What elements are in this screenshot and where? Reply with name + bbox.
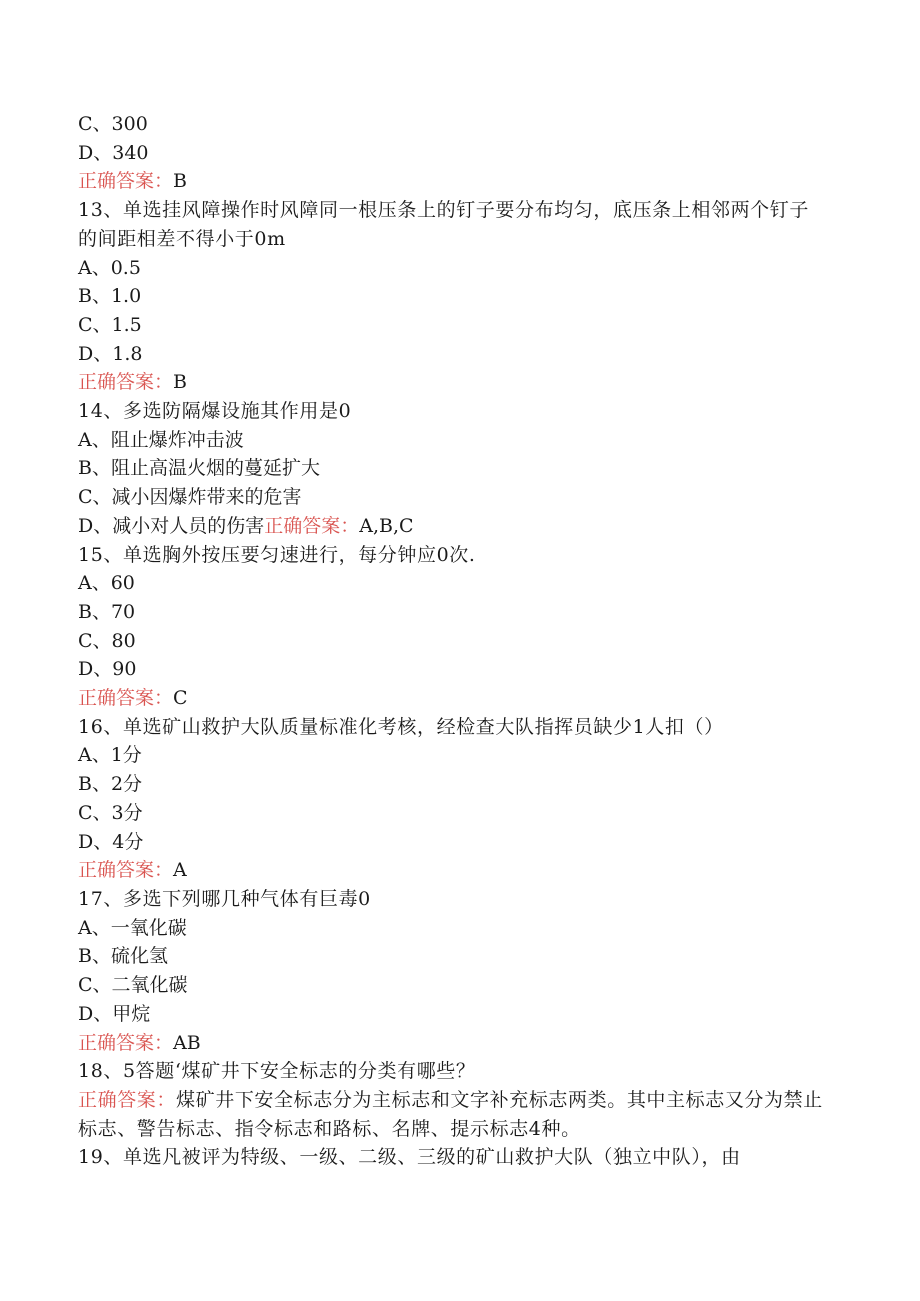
answer-option: C、3分 [78, 801, 143, 824]
question-text: 15、单选胸外按压要匀速进行，每分钟应0次. [78, 543, 476, 566]
question-text: 13、单选挂风障操作时风障同一根压条上的钉子要分布均匀，底压条上相邻两个钉子的间距相差不得小于0m [78, 199, 809, 250]
correct-answer-label: 正确答案： [78, 170, 174, 193]
question-text: 14、多选防隔爆设施其作用是0 [78, 400, 352, 423]
answer-option: B、硫化氢 [78, 945, 168, 968]
question-text: 18、5答题‘煤矿井下安全标志的分类有哪些？ [78, 1060, 476, 1083]
correct-answer-label: 正确答案： [78, 1088, 177, 1111]
question-text: 19、单选凡被评为特级、一级、二级、三级的矿山救护大队（独立中队），由 [78, 1146, 741, 1169]
correct-answer [78, 368, 828, 397]
answer-option: B、2分 [78, 773, 143, 796]
correct-answer-value: B [173, 170, 187, 193]
answer-option: C、300 [78, 113, 148, 135]
correct-answer-label: 正确答案： [264, 514, 360, 537]
correct-answer [78, 1086, 828, 1143]
correct-answer [78, 856, 828, 885]
answer-option: A、一氧化碳 [78, 916, 187, 939]
answer-option: A、0.5 [78, 256, 141, 279]
answer-option: D、减小对人员的伤害 [78, 514, 265, 537]
answer-option: D、340 [78, 141, 149, 164]
option-with-answer [78, 512, 828, 541]
answer-option: C、二氧化碳 [78, 974, 188, 997]
answer-option: C、减小因爆炸带来的危害 [78, 486, 302, 509]
correct-answer [78, 684, 828, 713]
document-page [78, 110, 828, 1172]
answer-option: D、4分 [78, 830, 144, 853]
correct-answer-value: A [173, 859, 187, 882]
answer-option: C、80 [78, 629, 136, 652]
answer-option: B、1.0 [78, 285, 142, 308]
question-text: 16、单选矿山救护大队质量标准化考核，经检查大队指挥员缺少1人扣（） [78, 715, 724, 738]
correct-answer [78, 1029, 828, 1058]
answer-option: A、1分 [78, 744, 142, 767]
correct-answer-label: 正确答案： [78, 1031, 174, 1054]
correct-answer-value: A,B,C [359, 514, 414, 537]
answer-option: C、1.5 [78, 313, 142, 336]
correct-answer-label: 正确答案： [78, 687, 174, 710]
answer-option: D、1.8 [78, 342, 143, 365]
answer-option: B、70 [78, 600, 136, 623]
answer-option: A、60 [78, 572, 135, 595]
correct-answer-value: 煤矿井下安全标志分为主标志和文字补充标志两类。其中主标志又分为禁止标志、警告标志、指令标志和路标、名牌、提示标志4种。 [78, 1088, 823, 1140]
answer-option: A、阻止爆炸冲击波 [78, 428, 244, 451]
correct-answer-value: B [173, 371, 187, 394]
correct-answer-value: C [173, 687, 188, 710]
correct-answer-label: 正确答案： [78, 859, 174, 882]
correct-answer-label: 正确答案： [78, 371, 174, 394]
answer-option: D、甲烷 [78, 1002, 151, 1025]
correct-answer [78, 167, 828, 196]
correct-answer-value: AB [173, 1031, 201, 1054]
question-text: 17、多选下列哪几种气体有巨毒0 [78, 887, 371, 910]
answer-option: B、阻止高温火烟的蔓延扩大 [78, 457, 320, 480]
answer-option: D、90 [78, 658, 137, 681]
